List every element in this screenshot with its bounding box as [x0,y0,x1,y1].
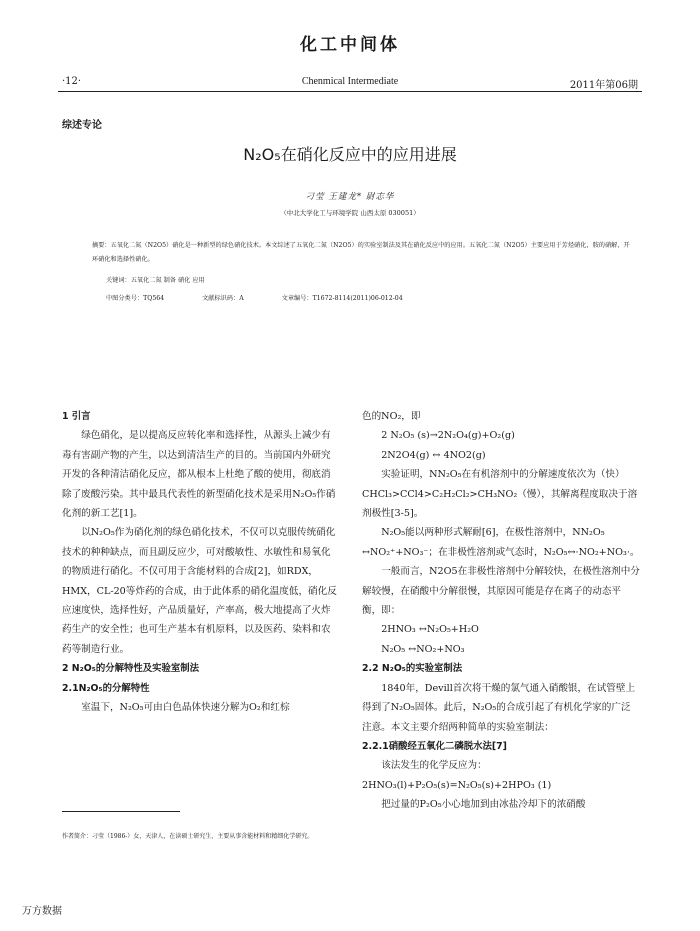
paragraph-continuation: 色的NO₂，即 [362,411,421,422]
authors: 刁莹 王建龙* 尉志华 [305,192,395,202]
paragraph: 1840年，Devill首次将干燥的氯气通入硝酸银，在试管壁上得到了N₂O₅固体。此后，N₂O₅的合成引起了有机化学家的广泛注意。本文主要介绍两种简单的实验室制法： [362,682,636,733]
abstract: 摘要：五氧化二氮（N2O5）硝化是一种新型的绿色硝化技术。本文综述了五氧化二氮（N2O5）的实验室制法及其在硝化反应中的应用。五氧化二氮（N2O5）主要应用于芳烃硝化，胺的硝解，开环硝化和选择性硝化。 [92,242,630,263]
paragraph: 室温下，N₂O₅可由白色晶体快速分解为O₂和红棕 [81,702,290,714]
footnote-rule [62,811,180,812]
watermark: 万方数据 [22,906,62,917]
classification-line [106,292,439,306]
paragraph: 该法发生的化学反应为：2HNO₃(l)+P₂O₅(s)=N₂O₅(s)+2HPO₃ (1) [362,760,552,791]
section-heading: 2.1N₂O₅的分解特性 [62,682,150,694]
paragraph: 把过量的P₂O₅小心地加到由冰盐冷却下的浓硝酸 [381,799,586,811]
right-column [362,407,640,815]
section-heading: 2.2.1硝酸经五氧化二磷脱水法[7] [362,740,507,752]
paragraph: 绿色硝化，是以提高反应转化率和选择性，从源头上减少有毒有害副产物的产生，以达到清洁生产的目的。当前国内外研究开发的各种清洁硝化反应，都从根本上杜绝了酸的使用，彻底消除了废酸污染。其中最具代表性的新型硝化技术是采用N₂O₅作硝化剂的新工艺[1]。 [62,430,336,520]
equation: 2N2O4(g) ↔ 4NO2(g) [381,449,486,461]
section-label: 综述专论 [62,120,102,131]
paragraph: 实验证明，NN₂O₅在有机溶剂中的分解速度依次为（快）CHCl₃>CCl4>C₂H₂Cl₂>CH₃NO₂（慢），其解离程度取决于溶剂极性[3-5]。 [362,469,638,520]
journal-english-name: Chenmical Intermediate [301,76,399,87]
paragraph: 以N₂O₅作为硝化剂的绿色硝化技术，不仅可以克服传统硝化技术的种种缺点，而且副反应少，可对酸敏性、水敏性和易氧化的物质进行硝化。不仅可用于含能材料的合成[2]，如RDX，HMX，CL-20等炸药的合成，由于此体系的硝化温度低，硝化反应速度快，选择性好，产品质量好，产率高，极大地提高了火炸药生产的安全性；也可生产基本有机原料，以及医药、染料和农药等制造行业。 [62,527,337,655]
author-footnote: 作者简介：刁莹（1986-）女，天津人，在读硕士研究生，主要从事含能材料和精细化学研究。 [62,833,314,840]
keywords: 关键词：五氧化二氮 制备 硝化 应用 [106,277,205,284]
section-heading: 2.2 N₂O₅的实验室制法 [362,663,463,675]
equation: 2 N₂O₅ (s)→2N₂O₄(g)+O₂(g) [381,430,515,442]
journal-name: 化工中间体 [300,35,400,55]
paper-title: N₂O₅在硝化反应中的应用进展 [243,145,457,164]
equation: N₂O₅ ↔NO₂+NO₃ [381,643,465,655]
section-heading: 1 引言 [62,411,91,422]
document-code: 文献标识码：A [202,295,244,302]
paragraph: N₂O₅能以两种形式解耐[6]，在极性溶剂中，NN₂O₅ ↔NO₂⁺+NO₃⁻；在非极性溶剂或气态时，N₂O₅↔·NO₂+NO₃·。 [362,527,640,558]
affiliation: （中北大学化工与环境学院 山西太原 030051） [280,209,420,217]
article-number: 文章编号：T1672-8114(2011)06-012-04 [281,295,403,302]
header-rule [58,91,642,92]
issue-label: 2011年第06期 [569,80,638,91]
equation: 2HNO₃ ↔N₂O₅+H₂O [381,624,479,636]
left-column [62,407,337,718]
paragraph: 一般而言，N2O5在非极性溶剂中分解较快，在极性溶剂中分解较慢，在硝酸中分解很慢，其原因可能是存在离子的动态平衡，即： [362,566,640,617]
page-number: ·12· [62,76,82,87]
clc-number: 中图分类号：TQ564 [106,295,165,302]
section-heading: 2 N₂O₅的分解特性及实验室制法 [62,663,199,675]
